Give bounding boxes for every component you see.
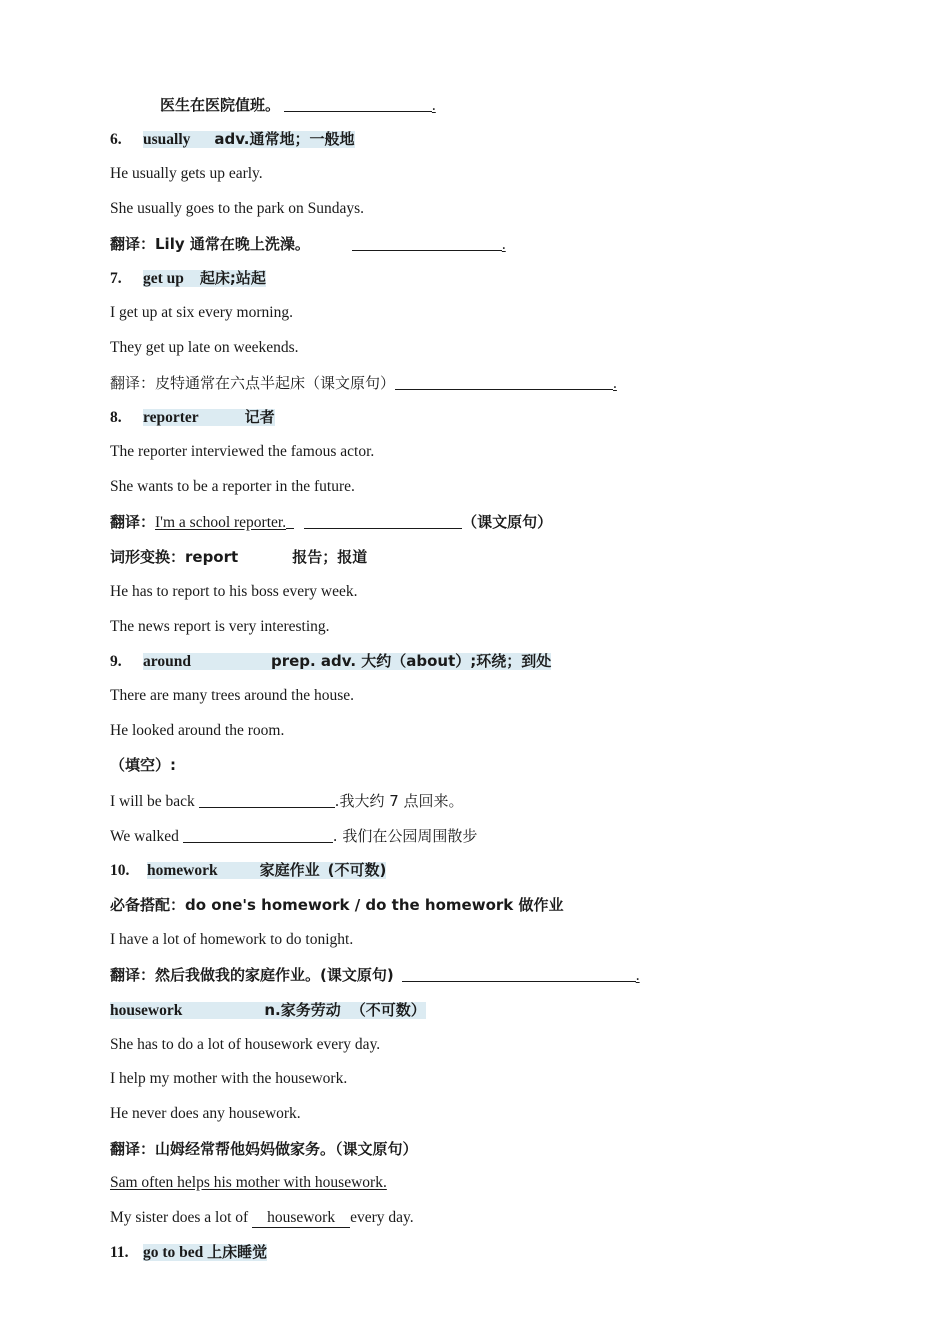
translation-line-doctor: 医生在医院值班。 . — [160, 96, 436, 114]
vocab-heading-usually: 6. usually adv.通常地；一般地 — [110, 130, 355, 148]
example-sentence: I get up at six every morning. — [110, 304, 293, 321]
fill-in-sentence: I will be back .我大约 7 点回来。 — [110, 792, 464, 810]
answer-blank[interactable] — [183, 825, 333, 843]
vocab-heading-homework: 10. homework 家庭作业 (不可数) — [110, 861, 387, 879]
vocab-heading-around: 9. around prep. adv. 大约（about）;环绕；到处 — [110, 652, 552, 670]
answer-blank[interactable] — [402, 964, 636, 982]
answer-blank[interactable] — [352, 233, 502, 251]
example-sentence: She has to do a lot of housework every day. — [110, 1036, 381, 1053]
vocab-heading-housework: housework n.家务劳动 （不可数） — [110, 1001, 426, 1019]
example-sentence: I help my mother with the housework. — [110, 1070, 348, 1087]
collocation-line: 必备搭配：do one's homework / do the homework 做作业 — [110, 896, 564, 914]
example-sentence: They get up late on weekends. — [110, 339, 299, 356]
answer-blank[interactable] — [395, 372, 613, 390]
example-sentence: The news report is very interesting. — [110, 618, 330, 635]
fill-in-sentence: We walked . 我们在公园周围散步 — [110, 827, 478, 845]
answer-blank[interactable] — [199, 790, 335, 808]
fill-in-sentence: My sister does a lot of housework every day. — [110, 1209, 414, 1226]
translation-prompt: 翻译：然后我做我的家庭作业。(课文原句) . — [110, 966, 640, 984]
vocab-heading-reporter: 8. reporter 记者 — [110, 408, 275, 426]
translation-answer: Sam often helps his mother with housework. — [110, 1174, 387, 1191]
example-sentence: He has to report to his boss every week. — [110, 583, 358, 600]
translation-prompt: 翻译：皮特通常在六点半起床（课文原句） . — [110, 374, 617, 392]
filled-answer: housework — [252, 1209, 350, 1228]
answer-blank[interactable] — [304, 511, 462, 529]
vocab-heading-go-to-bed: 11. go to bed 上床睡觉 — [110, 1243, 268, 1261]
example-sentence: He looked around the room. — [110, 722, 285, 739]
translation-prompt: 翻译：山姆经常帮他妈妈做家务。（课文原句） — [110, 1140, 418, 1158]
word-form-heading: 词形变换：report 报告；报道 — [110, 548, 368, 566]
example-sentence: He usually gets up early. — [110, 165, 263, 182]
vocab-heading-get-up: 7. get up 起床;站起 — [110, 269, 266, 287]
example-sentence: She wants to be a reporter in the future. — [110, 478, 355, 495]
answer-blank[interactable] — [284, 94, 432, 112]
fill-in-heading: （填空）: — [110, 756, 176, 774]
example-sentence: She usually goes to the park on Sundays. — [110, 200, 365, 217]
example-sentence: I have a lot of homework to do tonight. — [110, 931, 354, 948]
example-sentence: The reporter interviewed the famous actor. — [110, 443, 375, 460]
example-sentence: He never does any housework. — [110, 1105, 301, 1122]
example-sentence: There are many trees around the house. — [110, 687, 355, 704]
translation-prompt: 翻译：I'm a school reporter. （课文原句） — [110, 513, 553, 531]
translation-prompt: 翻译：Lily 通常在晚上洗澡。 . — [110, 235, 506, 253]
